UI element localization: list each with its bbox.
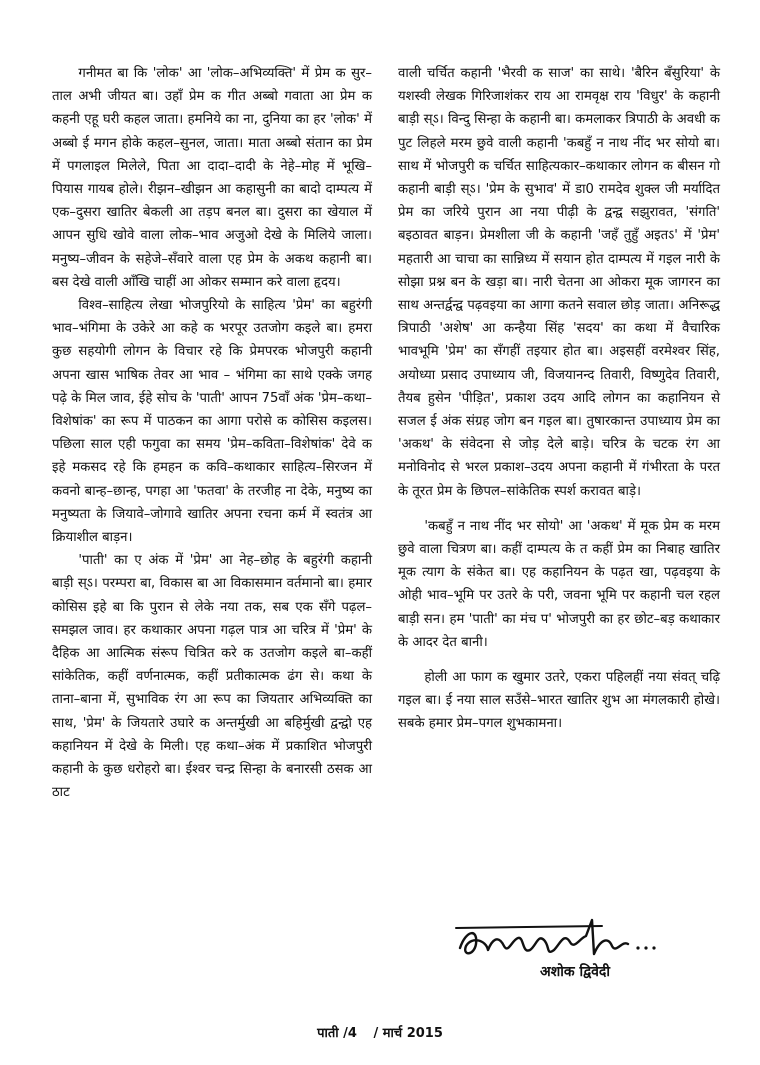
- left-column: [52, 62, 372, 805]
- signature-scribble-icon: [452, 910, 682, 970]
- paragraph-pati-ank: 'पाती' का ए अंक में 'प्रेम' आ नेह–छोह के बहुरंगी कहानी बाड़ी स्ऽ। परम्परा बा, विकास बा आ विकासमान वर्तमानो बा। हमार कोसिस इहे बा कि पुरान से लेके नया तक, सब एक सँगे पढ़ल–समझल जाव। हर कथाकार अपना गढ़ल पात्र आ चरित्र में 'प्रेम' के दैहिक आ आत्मिक संरूप चित्रित करे क उतजोग कइले बा–कहीं सांकेतिक, कहीं वर्णनात्मक, कहीं प्रतीकात्मक ढंग से। कथा के ताना–बाना में, सुभाविक रंग आ रूप का जियतार अभिव्यक्ति का साथ, 'प्रेम' के जियतारे उघारे क अन्तर्मुखी आ बहिर्मुखी द्वन्द्वो एह कहानियन में देखे के मिली। एह कथा–अंक में प्रकाशित भोजपुरी कहानी के कुछ धरोहरो बा। ईश्वर चन्द्र सिन्हा के बनारसी ठसक आ ठाट: [52, 553, 372, 801]
- paragraph-holi-shubhkamna: होली आ फाग क खुमार उतरे, एकरा पहिलहीं नया संवत् चढ़ि गइल बा। ई नया साल सउँसे–भारत खातिर शुभ आ मंगलकारी होखे। सबके हमार प्रेम–पगल शुभकामना।: [398, 670, 720, 732]
- page-footer: [0, 1023, 760, 1041]
- right-column: [398, 62, 720, 736]
- paragraph-vishv-sahitya: विश्व–साहित्य लेखा भोजपुरियो के साहित्य 'प्रेम' का बहुरंगी भाव–भंगिमा के उकेरे आ कहे क भरपूर उतजोग कइले बा। हमरा कुछ सहयोगी लोगन के विचार रहे कि प्रेमपरक भोजपुरी कहानी अपना खास भाषिक तेवर आ भाव – भंगिमा का साथे एक्के जगह पढ़े के मिल जाव, ईहे सोच के 'पाती' आपन 75वाँ अंक 'प्रेम–कथा–विशेषांक' का रूप में पाठकन का आगा परोसे क कोसिस कइलस। पछिला साल एही फगुवा का समय 'प्रेम–कविता–विशेषांक' देवे क इहे मकसद रहे कि हमहन क कवि–कथाकार साहित्य–सिरजन में कवनो बान्ह–छान्ह, पगहा आ 'फतवा' के तरजीह ना देके, मनुष्य का मनुष्यता के जियावे–जोगावे खातिर अपना रचना कर्म में स्वतंत्र आ क्रियाशील बाड़न।: [52, 298, 372, 546]
- author-name: अशोक द्विवेदी: [540, 964, 610, 980]
- paragraph-kahani-suchi: वाली चर्चित कहानी 'भैरवी क साज' का साथे। 'बैरिन बँसुरिया' के यशस्वी लेखक गिरिजाशंकर राय आ रामवृक्ष राय 'विधुर' के कहानी बाड़ी स्ऽ। विन्दु सिन्हा के कहानी बा। कमलाकर त्रिपाठी के अवधी क पुट लिहले मरम छुवे वाली कहानी 'कबहुँ न नाथ नींद भर सोयो बा। साथ में भोजपुरी क चर्चित साहित्यकार–कथाकार लोगन क बीसन गो कहानी बाड़ी स्ऽ। 'प्रेम के सुभाव' में डा0 रामदेव शुक्ल जी मर्यादित प्रेम का जरिये पुरान आ नया पीढ़ी के द्वन्द्व सझुरावत, 'संगति' बइठावत बाड़न। प्रेमशीला जी के कहानी 'जहँ तुहुँ अइतऽ' में 'प्रेम' महतारी आ चाचा का सान्निध्य में सयान होत दाम्पत्य में गइल नारी के सोझा प्रश्न बन के खड़ा बा। नारी चेतना आ ओकरा मूक जागरन का साथ अन्तर्द्वन्द्व पढ़वइया का आगा कतने सवाल छोड़ जाता। अनिरूद्ध त्रिपाठी 'अशेष' आ कन्हैया सिंह 'सदय' का कथा में वैचारिक भावभूमि 'प्रेम' का सँगहीं तइयार होत बा। अइसहीं वरमेश्वर सिंह, अयोध्या प्रसाद उपाध्याय जी, विजयानन्द तिवारी, विष्णुदेव तिवारी, तैयब हुसेन 'पीड़ित', प्रकाश उदय आदि लोगन का कहानियन से सजल ई अंक संग्रह जोग बन गइल बा। तुषारकान्त उपाध्याय प्रेम का 'अकथ' के संवेदना से जोड़ देले बाड़े। चरित्र के चटक रंग आ मनोविनोद से भरल प्रकाश–उदय अपना कहानी में गंभीरता के परत के तूरत प्रेम के छिपल–सांकेतिक स्पर्श करावत बाड़े।: [398, 66, 720, 499]
- page-number: पाती /4: [317, 1026, 357, 1041]
- paragraph-mook-prem: 'कबहुँ न नाथ नींद भर सोयो' आ 'अकथ' में मूक प्रेम क मरम छुवे वाला चित्रण बा। कहीं दाम्पत्य के त कहीं प्रेम का निबाह खातिर मूक त्याग के संकेत बा। एह कहानियन के पढ़त खा, पढ़वइया के ओही भाव–भूमि पर उतरे के परी, जवना भूमि पर कहानी चल रहल बाड़ी सन। हम 'पाती' का मंच प' भोजपुरी का हर छोट–बड़ कथाकार के आदर देत बानी।: [398, 518, 720, 650]
- issue-date: / मार्च 2015: [373, 1026, 443, 1041]
- paragraph-lok-prem: गनीमत बा कि 'लोक' आ 'लोक–अभिव्यक्ति' में प्रेम क सुर–ताल अभी जीयत बा। उहाँ प्रेम क गीत अब्बो गवाता आ प्रेम क कहनी एहू घरी कहल जाता। हमनिये का ना, दुनिया का हर 'लोक' में अब्बो ई मगन होके कहल–सुनल, जाता। माता अब्बो संतान का प्रेम में पगलाइल मिलेले, पिता आ दादा–दादी के नेहे–मोह में भूखि–पियास गायब होले। रीझन–खीझन आ कहासुनी का बादो दाम्पत्य में एक–दुसरा खातिर बेकली आ तड़प बनल बा। दुसरा का खेयाल में आपन सुधि खोवे वाला लोक–भाव अजुओ देखे के मिलिये जाला। मनुष्य–जीवन के सहेजे–सँवारे वाला एह प्रेम के अकथ कहानी बा। बस देखे वाली आँखि चाहीं आ ओकर सम्मान करे वाला हृदय।: [52, 66, 372, 290]
